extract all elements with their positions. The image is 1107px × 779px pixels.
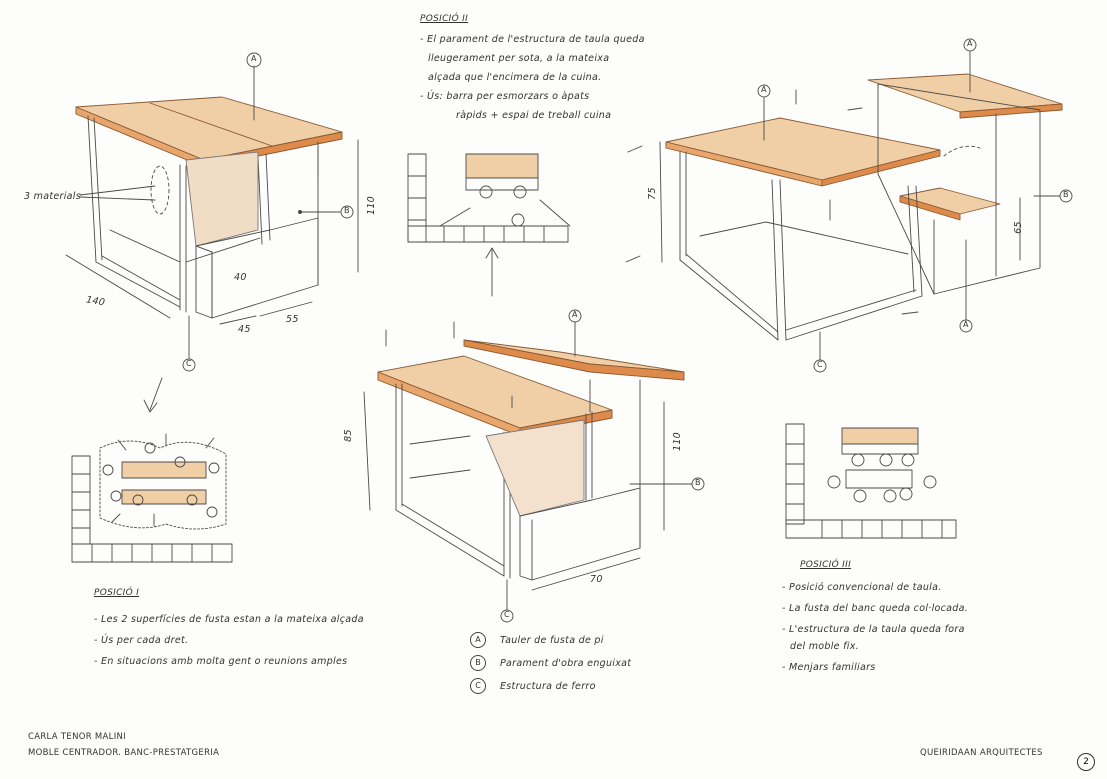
footer-office: QUEIRIDAAN ARQUITECTES — [920, 748, 1043, 758]
dimension-label: 110 — [672, 431, 684, 452]
footer-author: CARLA TENOR MALINI — [28, 732, 126, 742]
notes-position-ii-title: POSICIÓ II — [420, 14, 469, 24]
callout-a-label: A — [251, 54, 257, 63]
callout-c-label: C — [817, 360, 823, 369]
note-line: - L'estructura de la taula queda fora — [782, 624, 965, 635]
note-line: - La fusta del banc queda col·locada. — [782, 603, 969, 614]
note-line: del moble fix. — [790, 641, 859, 652]
notes-position-iii-list — [782, 582, 968, 673]
legend-item-b — [470, 655, 631, 671]
dimension-label: 40 — [234, 272, 247, 283]
callout-a-label: A — [967, 39, 973, 48]
note-line: - El parament de l'estructura de taula queda — [420, 34, 645, 45]
note-line: - En situacions amb molta gent o reunions amples — [94, 656, 348, 667]
materials-note: 3 materials — [24, 191, 81, 202]
dimension-label: 55 — [286, 314, 299, 325]
sketch-position-iii-perspective — [626, 39, 1072, 372]
callout-c-label: C — [186, 359, 192, 368]
dimension-label: 70 — [590, 574, 603, 585]
callout-a-label: A — [963, 320, 969, 329]
note-line: ràpids + espai de treball cuina — [456, 110, 612, 121]
dimension-label: 140 — [85, 294, 106, 309]
dimension-label: 65 — [1012, 221, 1024, 234]
legend-key: B — [470, 655, 486, 671]
note-line: lleugerament per sota, a la mateixa — [428, 53, 610, 64]
legend-text: Parament d'obra enguixat — [500, 657, 632, 669]
sketch-position-i-plan — [72, 434, 232, 562]
dimension-label: 75 — [646, 187, 658, 200]
notes-position-i-title: POSICIÓ I — [94, 588, 140, 598]
note-line: - Ús per cada dret. — [94, 635, 189, 646]
notes-position-i-list — [94, 614, 364, 667]
callout-a-label: A — [761, 85, 767, 94]
sketch-position-ii-plan — [408, 154, 570, 296]
note-line: - Posició convencional de taula. — [782, 582, 942, 593]
dimension-label: 45 — [238, 324, 251, 335]
legend-key: C — [470, 678, 486, 694]
legend-text: Tauler de fusta de pi — [500, 634, 604, 646]
sketch-position-i-perspective — [66, 53, 358, 412]
notes-position-iii — [782, 560, 968, 681]
sketch-position-ii-perspective — [364, 310, 704, 622]
notes-position-iii-title: POSICIÓ III — [800, 560, 852, 570]
note-line: - Menjars familiars — [782, 662, 876, 673]
dimension-label: 85 — [342, 429, 354, 442]
note-line: - Les 2 superfícies de fusta estan a la mateixa alçada — [94, 614, 364, 625]
callout-c-label: C — [504, 610, 510, 619]
legend-text: Estructura de ferro — [500, 680, 596, 692]
notes-position-ii — [420, 14, 645, 129]
notes-position-i — [94, 588, 364, 675]
dimension-label: 110 — [366, 195, 378, 216]
footer-project: MOBLE CENTRADOR. BANC-PRESTATGERIA — [28, 748, 220, 758]
sketch-position-iii-plan — [786, 424, 956, 538]
callout-a-label: A — [572, 310, 578, 319]
legend-item-a — [470, 632, 604, 648]
note-line: alçada que l'encimera de la cuina. — [428, 72, 602, 83]
callout-b-label: B — [695, 478, 701, 487]
page-number: 2 — [1077, 753, 1095, 771]
note-line: - Ús: barra per esmorzars o àpats — [420, 91, 590, 102]
callout-b-label: B — [344, 206, 350, 215]
notes-position-ii-list — [420, 34, 645, 121]
legend-item-c — [470, 678, 596, 694]
callout-b-label: B — [1063, 190, 1069, 199]
legend-key: A — [470, 632, 486, 648]
